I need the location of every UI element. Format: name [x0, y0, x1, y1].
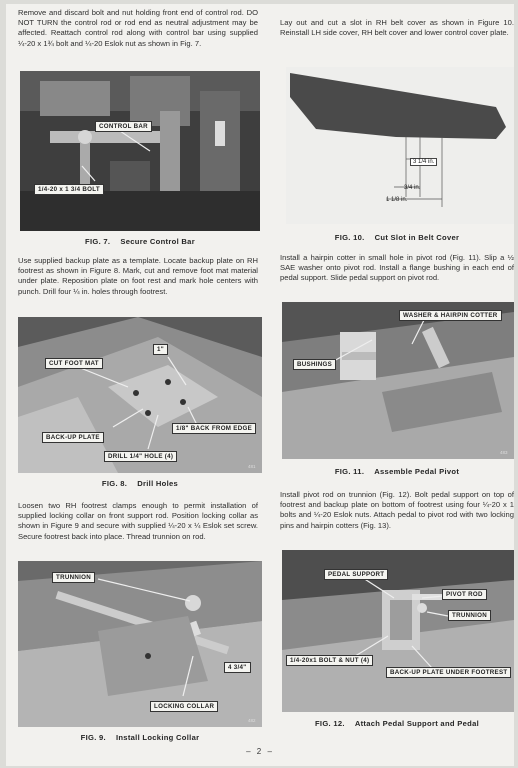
caption-fig11: [280, 467, 514, 476]
label-bolt: 1/4-20 x 1 3/4 BOLT: [34, 184, 104, 195]
label-pedal-support: PEDAL SUPPORT: [324, 569, 388, 580]
caption-fig9-title: Install Locking Collar: [115, 733, 200, 742]
control-bar-photo-art: [20, 71, 260, 231]
dim-three-quarter: 3/4 in.: [404, 185, 421, 191]
paragraph-hairpin: Install a hairpin cotter in small hole in pivot rod (Fig. 11). Slip a ½ SAE washer onto pivot rod. Install a flange bushing in each end of pedal support. Slide pedal support on pivot rod.: [280, 253, 514, 283]
dim-one-and-eighth: 1 1/8 in.: [386, 197, 408, 203]
caption-fig12-number: FIG. 12.: [314, 719, 345, 728]
label-bushings: BUSHINGS: [293, 359, 336, 370]
caption-fig10-title: Cut Slot in Belt Cover: [374, 233, 460, 242]
label-backup-plate: BACK-UP PLATE: [42, 432, 104, 443]
photo-number-481: 481: [248, 464, 256, 469]
caption-fig7: [20, 237, 260, 246]
photo-number-482: 482: [248, 718, 256, 723]
drill-holes-photo-art: [18, 317, 262, 473]
label-locking-collar: LOCKING COLLAR: [150, 701, 218, 712]
caption-fig8-number: FIG. 8.: [101, 479, 128, 488]
paragraph-locking-collar: Loosen two RH footrest clamps enough to permit installation of supplied locking collar on front support rod. Position locking collar as shown in Figure 9 and secure with supplied ¼-20 x ¼ Eslok set screw. Secure footrest back into place. Thread trunnion on rod.: [18, 501, 258, 541]
label-control-bar: CONTROL BAR: [95, 121, 152, 132]
label-trunnion: TRUNNION: [52, 572, 95, 583]
photo-pedal-support: [282, 550, 514, 712]
page-number: – 2 –: [246, 747, 274, 756]
pedal-support-photo-art: [282, 550, 514, 712]
paragraph-backup-plate: Use supplied backup plate as a template. Locate backup plate on RH footrest as shown in Figure 8. Mark, cut and remove foot mat material under plate. Reposition plate on foot rest and mark hole centers with punch. Drill four ¼ in. holes through footrest.: [18, 256, 258, 296]
diagram-belt-cover-slot: [286, 67, 514, 224]
caption-fig9-number: FIG. 9.: [80, 733, 106, 742]
caption-fig7-number: FIG. 7.: [85, 237, 111, 246]
paragraph-pivot-rod: Install pivot rod on trunnion (Fig. 12). Bolt pedal support on top of footrest and backup plate on bottom of footrest using four ¼-20 x 1 bolts and ¼-20 Eslok nuts. Attach pedal to pivot rod with two locking pins and hairpin cotters (Fig. 13).: [280, 490, 514, 530]
caption-fig10-number: FIG. 10.: [334, 233, 365, 242]
label-dimension: 4 3/4": [224, 662, 251, 673]
caption-fig8-title: Drill Holes: [137, 479, 179, 488]
caption-fig12-title: Attach Pedal Support and Pedal: [354, 719, 480, 728]
label-trunnion-fig12: TRUNNION: [448, 610, 491, 621]
caption-fig8: [20, 479, 260, 488]
label-cut-foot-mat: CUT FOOT MAT: [45, 358, 103, 369]
label-bolt-nut: 1/4-20x1 BOLT & NUT (4): [286, 655, 373, 666]
paragraph-belt-cover: Lay out and cut a slot in RH belt cover as shown in Figure 10. Reinstall LH side cover, RH belt cover and lower control cover plate.: [280, 18, 514, 38]
paragraph-control-rod: Remove and discard bolt and nut holding front end of control rod. DO NOT TURN the control rod or rod end as neutral adjustment may be affected. Reattach control rod along with control bar using supplied ¼-20 x 1¾ bolt and ¼-20 Eslok nut as shown in Fig. 7.: [18, 8, 258, 48]
dim-three-quarter-inch: 3 1/4 in.: [410, 158, 437, 166]
caption-fig7-title: Secure Control Bar: [120, 237, 195, 246]
photo-pedal-pivot: [282, 302, 514, 459]
photo-secure-control-bar: [20, 71, 260, 231]
caption-fig12: [280, 719, 514, 728]
photo-number-483: 483: [500, 450, 508, 455]
label-one-inch: 1": [153, 344, 168, 355]
pedal-pivot-photo-art: [282, 302, 514, 459]
locking-collar-photo-art: [18, 561, 262, 727]
label-back-from-edge: 1/8" BACK FROM EDGE: [172, 423, 256, 434]
caption-fig11-number: FIG. 11.: [334, 467, 365, 476]
label-backup-plate-under: BACK-UP PLATE UNDER FOOTREST: [386, 667, 511, 678]
photo-drill-holes: [18, 317, 262, 473]
caption-fig10: [280, 233, 514, 242]
photo-locking-collar: [18, 561, 262, 727]
label-drill: DRILL 1/4" HOLE (4): [104, 451, 177, 462]
caption-fig9: [20, 733, 260, 742]
caption-fig11-title: Assemble Pedal Pivot: [374, 467, 460, 476]
label-pivot-rod: PIVOT ROD: [442, 589, 487, 600]
manual-page: [6, 4, 514, 766]
label-washer-hairpin: WASHER & HAIRPIN COTTER: [399, 310, 502, 321]
